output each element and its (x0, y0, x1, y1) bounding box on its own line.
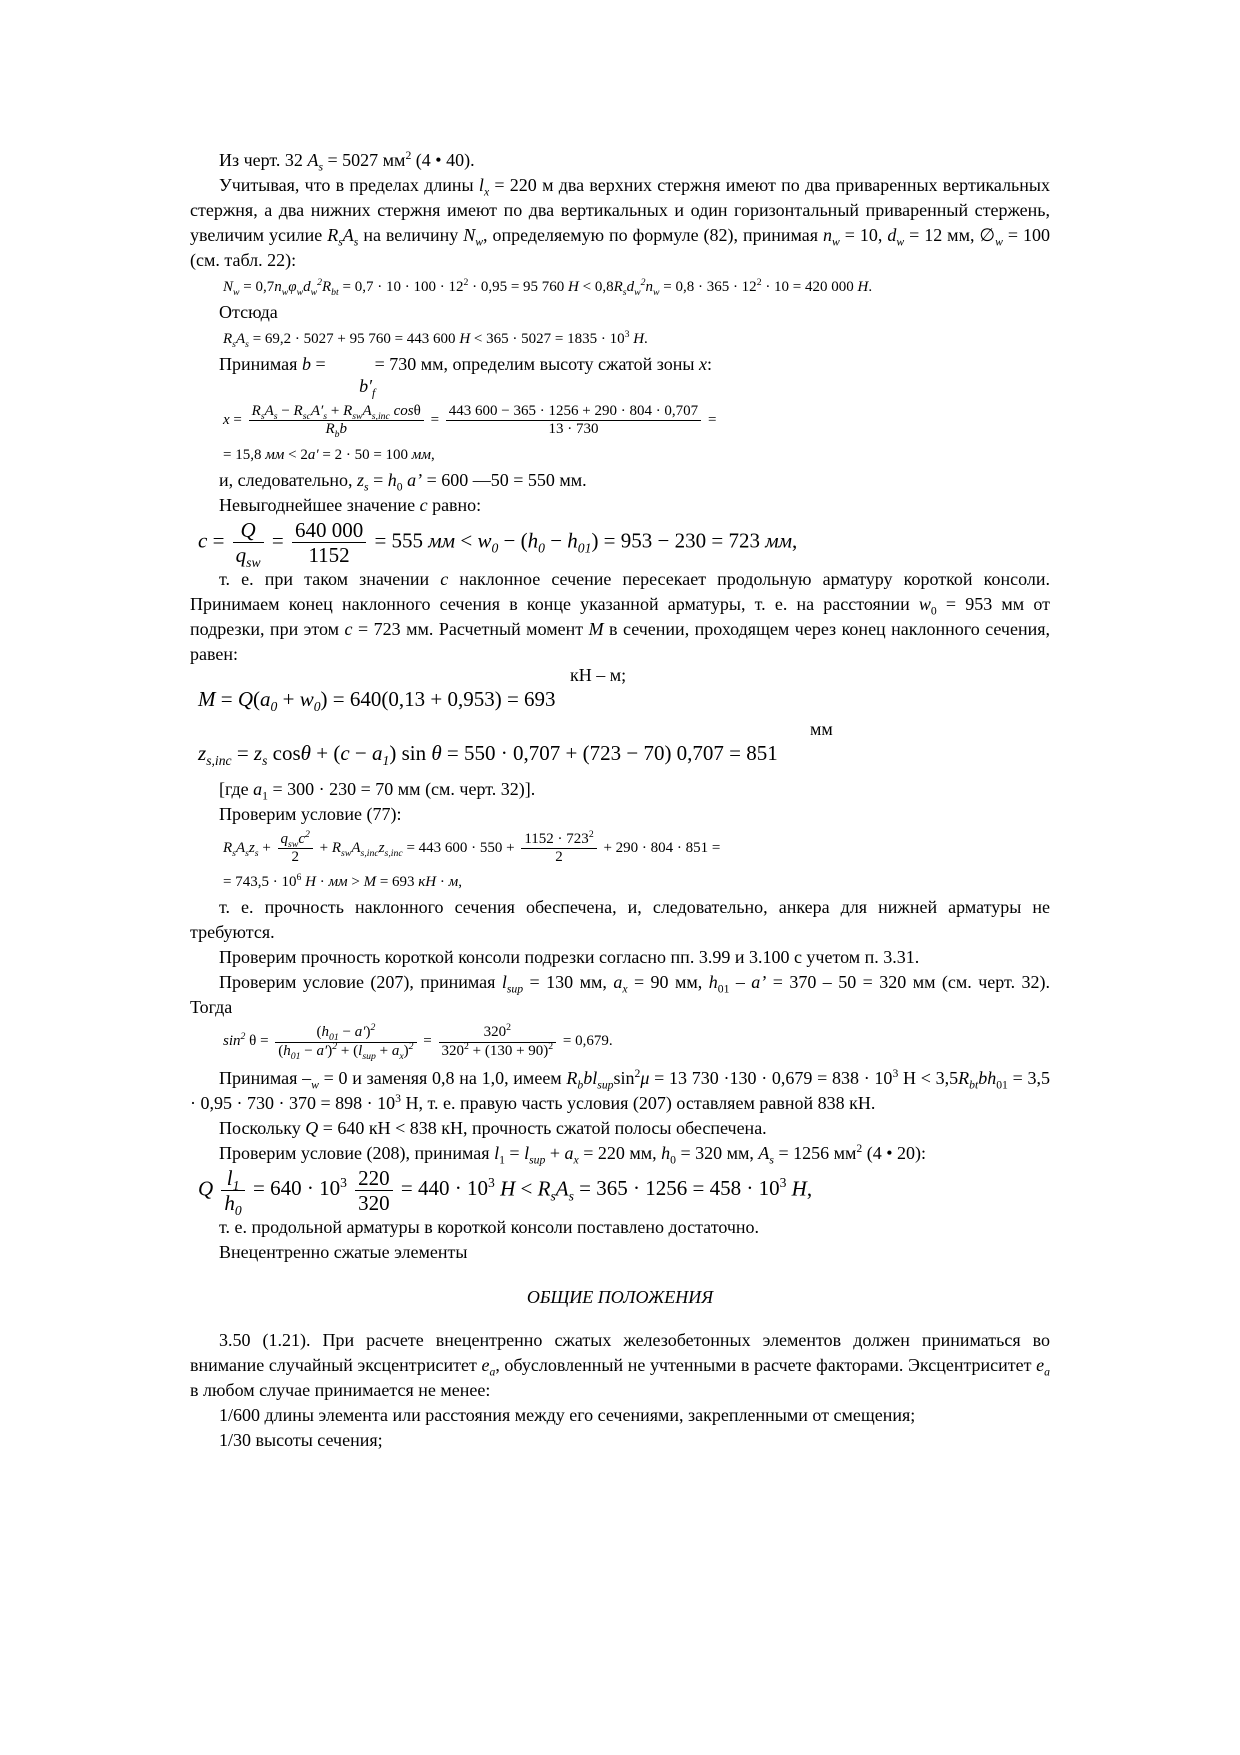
text-line: Проверим условие (208), принимая $l_1 = l_{sup} + a_x = 220$ мм, $h_0 = 320$ мм, $A_s = 1256$ $мм^2$ (4 • 20): (219, 1141, 927, 1167)
text-line: Невыгоднейшее значение c равно: (219, 494, 482, 515)
formula-77-line2: = $743,5 \cdot 10^6$ H · мм > M = 693 кН · м, (223, 872, 462, 891)
fraction: $\frac{l_1}{h_0}$ (221, 1166, 244, 1215)
paragraph: Проверим условие (207), принимая $l_{sup} = 130$ мм, $a_x = 90$ мм, $h_{01}$ – a’ = 370 – 50 = 320 мм (см. черт. 32). Тогда (190, 972, 1050, 1018)
text-line: Внецентренно сжатые элементы (219, 1242, 468, 1263)
text-line: Принимая $b = b'_f = 730$ мм, определим высоту сжатой зоны x: (219, 354, 712, 400)
fraction: $\frac{(h_{01} - a')^2}{(h_{01} - a')^2 + (l_{sup} + a_x)^2}$ (275, 1024, 416, 1060)
formula-x-line2: = 15,8 мм < 2a′ = 2 · 50 = 100 мм, (223, 446, 435, 463)
section-heading: ОБЩИЕ ПОЛОЖЕНИЯ (526, 1287, 714, 1308)
text-line: Проверим прочность короткой консоли подрезки согласно пп. 3.99 и 3.100 с учетом п. 3.31. (219, 947, 920, 968)
unit-label: мм (810, 718, 833, 739)
fraction: $\frac{640 000}{1152}$ (292, 518, 366, 567)
fraction: $\frac{Q}{q_{sw}}$ (233, 518, 264, 567)
text-line: и, следовательно, $z_s = h_0$ a’ = 600 —50 = 550 мм. (219, 469, 587, 494)
text-line: Из черт. 32 $A_s = 5027$ $мм^2$ (4 • 40). (219, 149, 475, 174)
paragraph: т. е. при таком значении c наклонное сечение пересекает продольную арматуру короткой консоли. Принимаем конец наклонного сечения в конце указанной арматуры, т. е. на расстоянии $w_0 = 953$ мм от подрезки, при этом c = 723 мм. Расчетный момент M в сечении, проходящем через конец наклонного сечения, равен: (190, 568, 1050, 664)
formula-nw: $N_w = 0,7n_w\varphi_wd_w^2R_{bt} = 0,7 \cdot 10 \cdot 100 \cdot 12^2 \cdot 0,95 = 95$ 760 $H < 0,8R_sd_w^2n_w = 0,8 \cdot 365 \cdot 12^2 \cdot 10 = 420$ 000 H. (223, 277, 873, 298)
text-line: [где $a_1 = 300 \cdot 230 = 70$ мм (см. черт. 32)]. (219, 778, 536, 803)
text-line: Проверим условие (77): (219, 803, 402, 824)
formula-sin: $\sin^2 \theta$ = $\frac{(h_{01} - a')^2}{(h_{01} - a')^2 + (l_{sup} + a_x)^2}$ = $\frac{320^2}{320^2 + (130 + 90)^2}$ = 0,679. (223, 1022, 613, 1062)
paragraph: Учитывая, что в пределах длины $l_x = 220$ м два верхних стержня имеют по два приваренных вертикальных стержня, а два нижних стержня имеют по два вертикальных и один горизонтальный приваренный стержень, увеличим усилие $R_sA_s$ на величину $N_w$, определяемую по формуле (82), принимая $n_w = 10$, $d_w = 12$ мм, $\emptyset_w = 100$ (см. табл. 22): (190, 175, 1050, 270)
unit-label: кН – м; (570, 664, 627, 685)
formula-m: кН – м; $M = Q(a_0 + w_0) = 640(0,13 + 0,953) = 693$ (198, 664, 627, 714)
text-line: 1/30 высоты сечения; (219, 1430, 383, 1451)
text-line: 1/600 длины элемента или расстояния между его сечениями, закрепленными от смещения; (219, 1405, 916, 1426)
formula-x-line1: x = $\frac{R_sA_s - R_{sc}A'_s + R_{sw}A_{s,inc} \cos\theta}{R_bb}$ = $\frac{443 600 - 365 \cdot 1256 + 290 \cdot 804 \cdot 0,707}{13 \cdot 730}$ = (223, 403, 717, 441)
fraction: $\frac{320^2}{320^2 + (130 + 90)^2}$ (439, 1024, 557, 1060)
paragraph: 3.50 (1.21). При расчете внецентренно сжатых железобетонных элементов должен приниматься во внимание случайный эксцентриситет $e_a$, обусловленный не учтенными в расчете факторами. Эксцентриситет $e_a$ в любом случае принимается не менее: (190, 1330, 1050, 1401)
document-page (190, 148, 1050, 1453)
formula-77-line1: $R_sA_sz_s$ + $\frac{q_{sw}c^2}{2}$ + $R_{sw}A_{s,inc}z_{s,inc} = 443$ 600 · 550 + $\frac{1152 \cdot 723^2}{2}$ + 290 · 804 · 851 = (223, 828, 721, 866)
fraction: $\frac{R_sA_s - R_{sc}A'_s + R_{sw}A_{s,inc} \cos\theta}{R_bb}$ (249, 403, 424, 439)
text-line: Отсюда (219, 302, 278, 322)
formula-208: Q $\frac{l_1}{h_0}$ = $640 \cdot 10^3$ $\frac{220}{320}$ = $440 \cdot 10^3$ $H < R_sA_s = 365 \cdot 1256 = 458 \cdot 10^3$ H, (198, 1165, 813, 1219)
formula-zs: мм $z_{s,inc} = z_s$ $\cos\theta + (c - a_1)$ sin θ = 550 · 0,707 + (723 − 70) 0,707 = 851 (198, 718, 833, 768)
fraction: $\frac{q_{sw}c^2}{2}$ (278, 831, 313, 867)
formula-c: c = $\frac{Q}{q_{sw}}$ = $\frac{640 000}{1152}$ = 555 мм < $w_0 - (h_0 - h_{01}) = 953 - 230 = 723$ мм, (198, 517, 798, 570)
paragraph: Принимая $-_w = 0$ и заменяя 0,8 на 1,0, имеем $R_bbl_{sup}\sin^2\mu = 13$ $730 \cdot 130 \cdot 0,679 = 838 \cdot 10^3$ $Н < 3,5R_{bt}bh_{01} = 3,5 \cdot 0,95 \cdot 730 \cdot 370 = 898 \cdot 10^3$ Н, т. е. правую часть условия (207) оставляем равной 838 кН. (190, 1066, 1050, 1113)
text-line: Поскольку Q = 640 кН < 838 кН, прочность сжатой полосы обеспечена. (219, 1117, 767, 1138)
paragraph: т. е. прочность наклонного сечения обеспечена, и, следовательно, анкера для нижней арматуры не требуются. (190, 897, 1050, 943)
fraction: $\frac{1152 \cdot 723^2}{2}$ (521, 831, 596, 867)
text-line: т. е. продольной арматуры в короткой консоли поставлено достаточно. (219, 1217, 760, 1238)
formula-rsas: $R_sA_s = 69,2 \cdot 5027 + 95$ 760 = 443 600 $H < 365 \cdot 5027 = 1835 \cdot 10^3$ H. (223, 329, 648, 350)
fraction: $\frac{220}{320}$ (355, 1166, 393, 1215)
fraction: $\frac{443 600 - 365 \cdot 1256 + 290 \cdot 804 \cdot 0,707}{13 \cdot 730}$ (446, 403, 701, 439)
